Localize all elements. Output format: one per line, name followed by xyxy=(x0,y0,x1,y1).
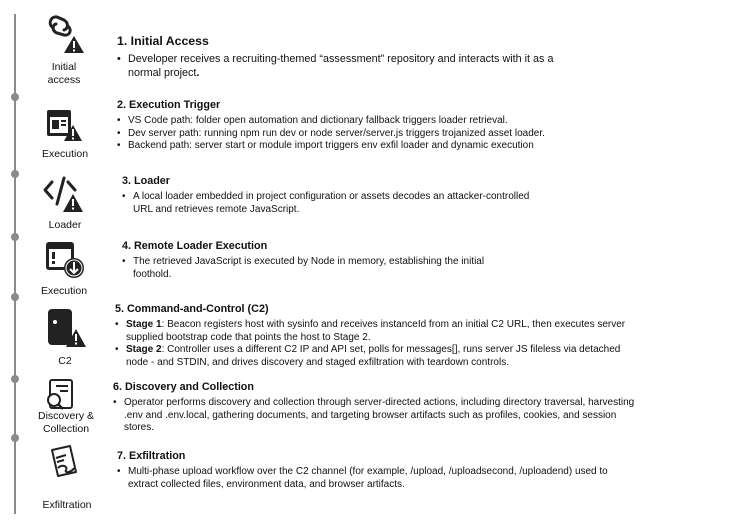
stage-label-line: Initial xyxy=(51,61,77,73)
timeline-dot xyxy=(11,375,19,383)
stage-bullet xyxy=(113,397,743,435)
stage-label-line: C2 xyxy=(58,355,72,367)
stage-label-line: Loader xyxy=(48,219,82,231)
stage-heading: 6. Discovery and Collection xyxy=(113,381,255,393)
timeline-dot xyxy=(11,434,19,442)
stage-label-loader xyxy=(36,219,94,232)
stage-label-line: access xyxy=(47,73,81,86)
bullet-text: .env and .env.local, gathering documents, and targeting browser artifacts such as profiles, cookies, and session xyxy=(124,409,617,421)
bullet-text: node - and STDIN, and drives discovery and staged exfiltration with teardown controls. xyxy=(126,356,509,368)
bullet-text: Multi-phase upload workflow over the C2 channel (for example, /upload, /uploadsecond, /uploadend) used to xyxy=(128,466,608,477)
bullet-text: A local loader embedded in project configuration or assets decodes an attacker-controlled xyxy=(133,191,530,202)
stage-block-4 xyxy=(122,240,722,281)
bullet-text: foothold. xyxy=(133,268,172,280)
bullet-text: normal project xyxy=(128,67,197,79)
timeline-dot xyxy=(11,233,19,241)
stage-bullet: • Backend path: server start or module import triggers env exfil loader and dynamic execution xyxy=(117,140,737,153)
timeline-dot xyxy=(11,293,19,301)
stage-heading: 5. Command-and-Control (C2) xyxy=(115,303,269,315)
stage-label-discovery-collection xyxy=(30,410,102,435)
stage-bullet xyxy=(115,319,740,344)
stage-bullet xyxy=(122,191,722,216)
stage-label-line: Discovery & xyxy=(37,410,94,422)
stage-label-line: Execution xyxy=(40,285,88,297)
stage-label-line: Collection xyxy=(42,422,90,435)
stage-bullet: • Dev server path: running npm run dev or node server/server.js triggers trojanized asset loader. xyxy=(117,128,737,141)
bullet-text: : Controller uses a different C2 IP and API set, polls for messages[], runs server JS fileless via detached xyxy=(161,344,621,356)
stage-block-3 xyxy=(122,175,722,216)
bullet-text: URL and retrieves remote JavaScript. xyxy=(133,203,300,215)
stage-bullet xyxy=(117,52,717,80)
stage-heading: 7. Exfiltration xyxy=(117,450,186,462)
document-exfil-icon xyxy=(44,442,84,489)
bullet-text: The retrieved JavaScript is executed by Node in memory, establishing the initial xyxy=(133,256,485,267)
bullet-text: extract collected files, environment data, and browser artifacts. xyxy=(128,478,405,490)
stage-heading: 4. Remote Loader Execution xyxy=(122,240,268,252)
code-alert-icon xyxy=(42,174,86,219)
stage-label-line: Execution xyxy=(41,148,89,160)
stage-label-c2 xyxy=(36,355,94,368)
stage-block-2 xyxy=(117,99,737,153)
timeline-dot xyxy=(11,93,19,101)
bullet-bold-label: Stage 2 xyxy=(126,344,162,356)
app-window-alert-icon xyxy=(44,108,84,147)
bullet-text: . xyxy=(196,67,200,79)
bullet-bold-label: Stage 1 xyxy=(126,319,162,330)
stage-block-7 xyxy=(117,450,727,491)
stage-block-6 xyxy=(113,381,743,435)
stage-block-1 xyxy=(117,34,717,80)
timeline-dot xyxy=(11,170,19,178)
phone-alert-icon xyxy=(46,307,86,354)
stage-bullet xyxy=(122,256,722,281)
stage-block-5 xyxy=(115,303,740,369)
stage-label-execution xyxy=(34,285,94,298)
bullet-text: Operator performs discovery and collection through server-directed actions, including directory traversal, harvesting xyxy=(124,397,635,408)
stage-heading: 1. Initial Access xyxy=(117,34,209,48)
stage-label-exfiltration xyxy=(30,499,104,512)
window-download-alert-icon xyxy=(44,240,86,285)
bullet-text: Developer receives a recruiting-themed “assessment” repository and interacts with it as a xyxy=(128,53,554,65)
stage-label-initial-access xyxy=(36,61,92,86)
link-alert-icon xyxy=(44,12,88,61)
bullet-text: supplied bootstrap code that points the host to Stage 2. xyxy=(126,331,371,343)
bullet-text: stores. xyxy=(124,422,155,434)
stage-heading: 2. Execution Trigger xyxy=(117,99,221,111)
stage-bullet xyxy=(115,344,740,369)
stage-label-line: Exfiltration xyxy=(42,499,92,511)
stage-heading: 3. Loader xyxy=(122,175,171,187)
bullet-text: : Beacon registers host with sysinfo and receives instanceId from an initial C2 URL, then executes server xyxy=(161,319,626,330)
stage-label-execution xyxy=(36,148,94,161)
stage-bullet: • VS Code path: folder open automation and dictionary fallback triggers loader retrieval. xyxy=(117,115,737,128)
stage-bullet xyxy=(117,466,727,491)
